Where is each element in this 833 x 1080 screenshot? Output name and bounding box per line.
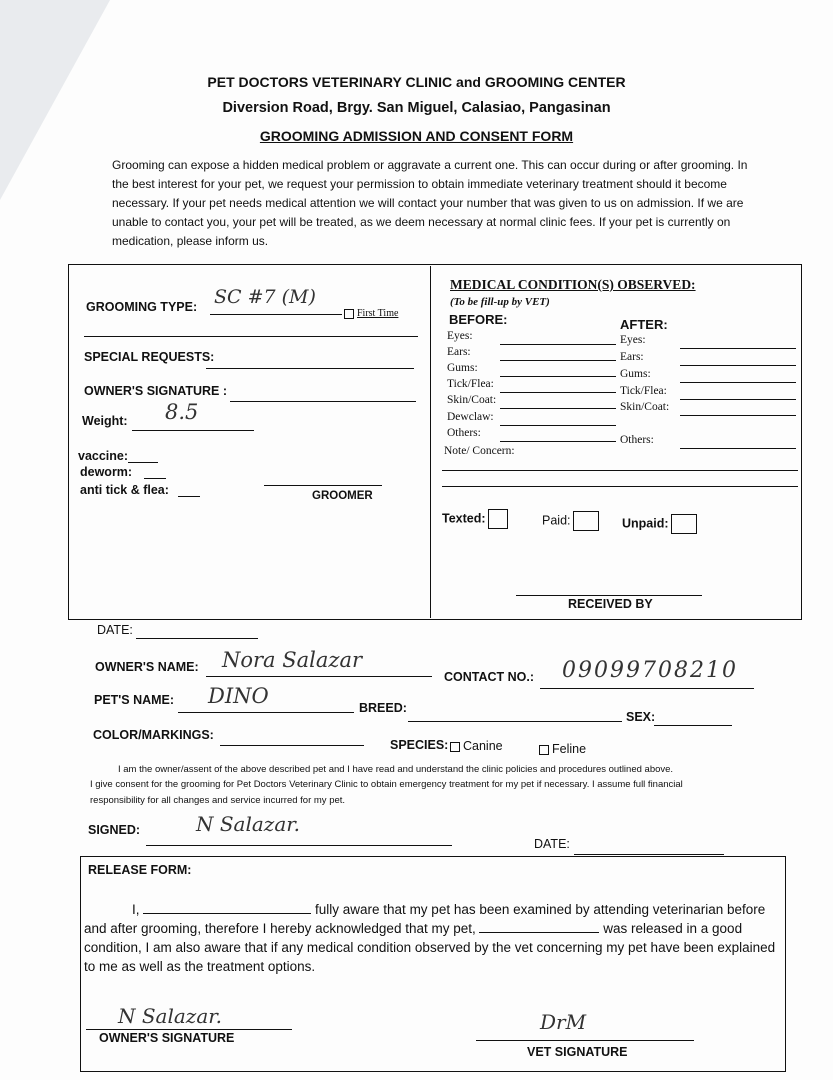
before-item-label: Gums: — [447, 362, 478, 374]
contact-label: CONTACT NO.: — [444, 670, 535, 684]
consent-line-1: I am the owner/assent of the above described pet and I have read and understand the clinic policies and procedures outlined above. — [118, 764, 674, 775]
note-line-1[interactable] — [442, 470, 798, 471]
contact-line — [540, 688, 754, 689]
breed-field[interactable] — [408, 721, 622, 722]
before-item-field[interactable] — [500, 408, 616, 409]
first-time-label: First Time — [357, 308, 399, 319]
after-item-field[interactable] — [680, 365, 796, 366]
after-item-field[interactable] — [680, 415, 796, 416]
after-item-label: Others: — [620, 434, 654, 446]
before-item-label: Dewclaw: — [447, 411, 494, 423]
release-part-2: fully aware that my pet has been examined by attending veterinarian before and after grooming, therefore I hereby acknowledged that my pet, — [84, 902, 766, 936]
weight-line — [132, 430, 254, 431]
after-item-label: Gums: — [620, 368, 651, 380]
paid-label: Paid: — [542, 513, 571, 528]
grooming-type-value[interactable]: SC #7 (M) — [214, 286, 316, 308]
paid-checkbox[interactable] — [573, 511, 599, 531]
before-label: BEFORE: — [449, 312, 508, 327]
owner-name-value[interactable]: Nora Salazar — [222, 648, 363, 672]
pet-name-line — [178, 712, 354, 713]
texted-checkbox[interactable] — [488, 509, 508, 529]
medical-title: MEDICAL CONDITION(S) OBSERVED: — [450, 277, 696, 292]
first-time-checkbox[interactable] — [344, 309, 354, 319]
intro-paragraph: Grooming can expose a hidden medical problem or aggravate a current one. This can occur during or after grooming. In the best interest for your pet, we request your permission to obtain immediate veterinary treatment should it become necessary. If your pet needs medical attention we will contact your number that was given to us on admission. If we are unable to contact you, your pet will be treated, as we deem necessary at normal clinic fees. If your pet is currently on medication, please inform us. — [112, 158, 748, 248]
release-part-3: was released in a good condition, I am also aware that if any medical condition observed by the vet concerning my pet have been explained to me as well as the treatment options. — [84, 921, 776, 974]
after-item-field[interactable] — [680, 448, 796, 449]
before-item-label: Skin/Coat: — [447, 394, 497, 406]
vet-signature-label: VET SIGNATURE — [527, 1045, 628, 1059]
contact-value[interactable]: 09099708210 — [562, 658, 738, 683]
sex-field[interactable] — [654, 725, 732, 726]
before-item-field[interactable] — [500, 344, 616, 345]
note-label: Note/ Concern: — [444, 445, 515, 457]
consent-line-2: I give consent for the grooming for Pet Doctors Veterinary Clinic to obtain emergency treatment for my pet if necessary. I assume full financial — [90, 779, 683, 790]
owner-name-line — [206, 676, 432, 677]
unpaid-option[interactable] — [622, 514, 697, 534]
before-item-field[interactable] — [500, 376, 616, 377]
after-item-label: Tick/Flea: — [620, 385, 667, 397]
feline-label: Feline — [552, 742, 587, 756]
before-item-field[interactable] — [500, 425, 616, 426]
species-canine-option[interactable] — [450, 739, 503, 753]
release-title: RELEASE FORM: — [88, 863, 192, 877]
feline-checkbox[interactable] — [539, 745, 549, 755]
first-time-option[interactable] — [344, 308, 398, 319]
admission-box — [68, 264, 802, 620]
anti-tick-field[interactable] — [178, 496, 200, 497]
before-item-field[interactable] — [500, 392, 616, 393]
species-feline-option[interactable] — [539, 742, 586, 756]
weight-label: Weight: — [82, 414, 128, 428]
received-by-line[interactable] — [516, 595, 702, 596]
signed-value[interactable]: N Salazar. — [196, 812, 300, 836]
groomer-label: GROOMER — [312, 490, 373, 502]
note-line-2[interactable] — [442, 486, 798, 487]
special-requests-field[interactable] — [206, 368, 414, 369]
after-label: AFTER: — [620, 317, 668, 332]
texted-label: Texted: — [442, 511, 486, 526]
release-owner-name-field[interactable] — [143, 913, 311, 914]
weight-value[interactable]: 8.5 — [165, 400, 199, 424]
consent-line-3: responsibility for all changes and service incurred for my pet. — [90, 795, 346, 806]
signed-line — [146, 845, 452, 846]
before-item-label: Others: — [447, 427, 481, 439]
clinic-address: Diversion Road, Brgy. San Miguel, Calasiao, Pangasinan — [222, 100, 611, 116]
box-divider — [430, 266, 431, 618]
before-item-field[interactable] — [500, 441, 616, 442]
groomer-signature-line[interactable] — [264, 485, 382, 486]
consent-date-field[interactable] — [574, 854, 724, 855]
texted-option[interactable] — [442, 509, 508, 529]
owner-signature-field[interactable] — [230, 401, 416, 402]
after-item-field[interactable] — [680, 382, 796, 383]
medical-subtitle: (To be fill-up by VET) — [450, 296, 550, 308]
vaccine-field[interactable] — [128, 462, 158, 463]
release-owner-signature-value[interactable]: N Salazar. — [118, 1004, 222, 1028]
canine-checkbox[interactable] — [450, 742, 460, 752]
release-paragraph — [84, 900, 778, 976]
color-label: COLOR/MARKINGS: — [93, 728, 214, 742]
species-label: SPECIES: — [390, 738, 449, 752]
date-label: DATE: — [97, 623, 133, 637]
date-field[interactable] — [136, 638, 258, 639]
breed-label: BREED: — [359, 701, 407, 715]
received-by-label: RECEIVED BY — [568, 597, 653, 611]
release-owner-signature-line — [86, 1029, 292, 1030]
anti-tick-label: anti tick & flea: — [80, 483, 169, 497]
vet-signature-line — [476, 1040, 694, 1041]
unpaid-checkbox[interactable] — [671, 514, 697, 534]
before-item-label: Tick/Flea: — [447, 378, 494, 390]
after-item-label: Skin/Coat: — [620, 401, 670, 413]
owner-signature-label: OWNER'S SIGNATURE : — [84, 384, 228, 398]
deworm-label: deworm: — [80, 465, 133, 479]
before-item-label: Ears: — [447, 346, 471, 358]
release-part-1: I, — [132, 902, 144, 917]
signed-label: SIGNED: — [88, 823, 141, 837]
release-owner-signature-label: OWNER'S SIGNATURE — [99, 1031, 235, 1045]
color-field[interactable] — [220, 745, 364, 746]
special-requests-label: SPECIAL REQUESTS: — [84, 350, 215, 364]
paid-option[interactable] — [542, 511, 599, 531]
unpaid-label: Unpaid: — [622, 516, 669, 531]
vaccine-label: vaccine: — [78, 449, 129, 463]
grooming-type-label: GROOMING TYPE: — [86, 300, 198, 314]
grooming-type-line — [210, 314, 342, 315]
form-title: GROOMING ADMISSION AND CONSENT FORM — [259, 128, 574, 144]
grooming-extra-line — [84, 336, 418, 337]
before-item-label: Eyes: — [447, 330, 473, 342]
owner-name-label: OWNER'S NAME: — [95, 660, 199, 674]
after-item-label: Eyes: — [620, 334, 646, 346]
after-item-label: Ears: — [620, 351, 644, 363]
canine-label: Canine — [463, 739, 503, 753]
after-item-field[interactable] — [680, 348, 796, 349]
clinic-name: PET DOCTORS VETERINARY CLINIC and GROOMING CENTER — [207, 74, 626, 90]
deworm-field[interactable] — [144, 478, 166, 479]
sex-label: SEX: — [626, 710, 656, 724]
release-pet-name-field[interactable] — [479, 932, 599, 933]
consent-date-label: DATE: — [534, 837, 570, 851]
before-item-field[interactable] — [500, 360, 616, 361]
pet-name-value[interactable]: DINO — [208, 684, 269, 708]
after-item-field[interactable] — [680, 399, 796, 400]
pet-name-label: PET'S NAME: — [94, 693, 175, 707]
vet-signature-value[interactable]: DrM — [540, 1010, 587, 1034]
